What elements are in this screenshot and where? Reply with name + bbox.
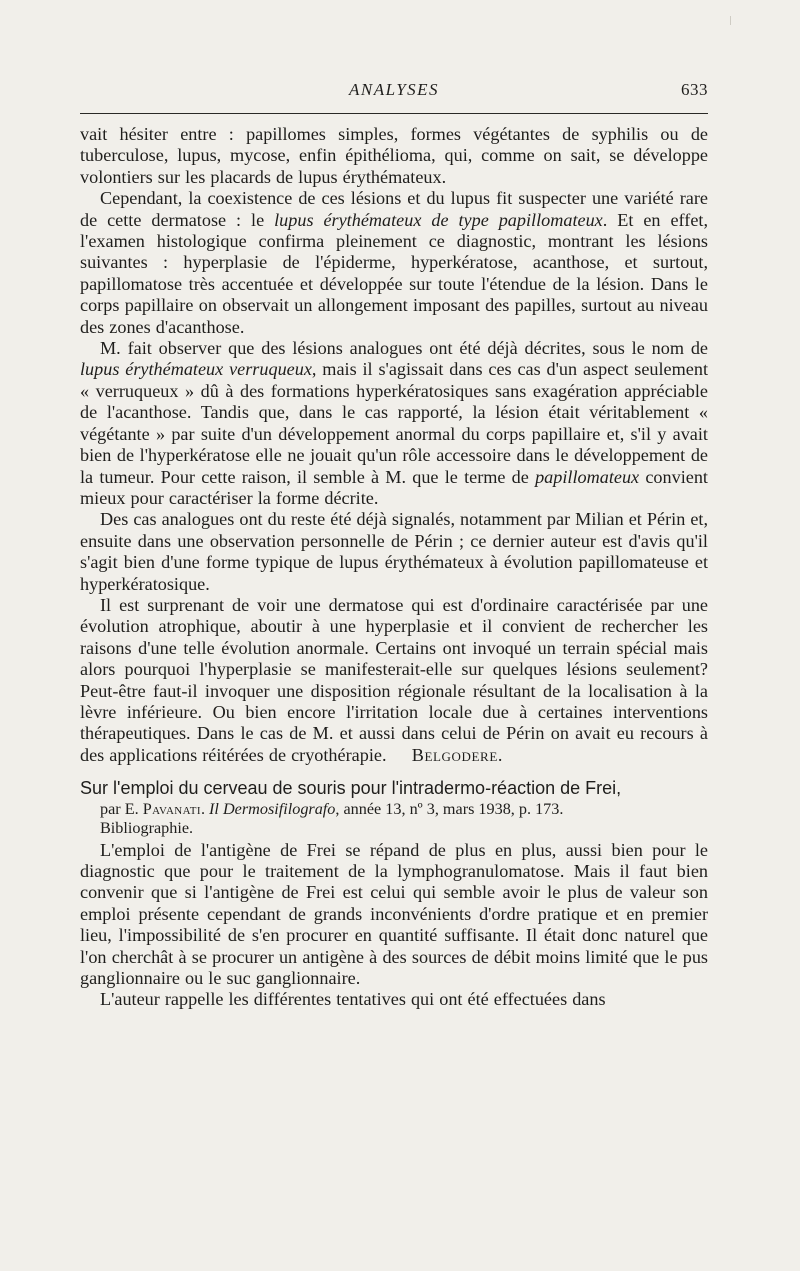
paragraph-3-part2: , mais il s'agissait dans ces cas d'un aspect seulement « verruqueux » dû à des formations hyperkératosiques sans exagération appréciable de l'acanthose. Tandis que, dans le cas rapporté, la lésion était véritablement « végétante » par suite d'un développement anormal du corps papillaire et, s'il y avait bien de l'hyperkératose elle ne jouait qu'un rôle accessoire dans le développement de la tumeur. Pour cette raison, il semble à M. que le terme de	[80, 359, 708, 487]
article-title-text: Sur l'emploi du cerveau de souris pour l'intradermo-réaction de Frei,	[80, 778, 622, 799]
paragraph-5	[80, 595, 708, 766]
paragraph-5-text: Il est surprenant de voir une dermatose qui est d'ordinaire caractérisée par une évolution atrophique, aboutir à une hyperplasie et il convient de rechercher les raisons d'une telle évolution anormale. Certains ont invoqué un terrain spécial mais alors pourquoi l'hyperplasie se manifesterait-elle sur quelques lésions seulement? Peut-être faut-il invoquer une disposition régionale résultant de la localisation à la lèvre inférieure. Ou bien encore l'irritation locale due à certaines interventions thérapeutiques. Dans le cas de M. et aussi dans celui de Périn on avait eu recours à des applications réitérées de cryothérapie.	[80, 594, 708, 765]
paragraph-3	[80, 338, 708, 509]
paragraph-3-italic2: papillomateux	[535, 466, 640, 487]
paragraph-2	[80, 188, 708, 338]
citation-details: , année 13, nº 3, mars 1938, p. 173.	[335, 799, 564, 818]
paragraph-3-italic1: lupus érythémateux verruqueux	[80, 359, 312, 380]
header-rule	[80, 113, 708, 114]
page-number: 633	[681, 80, 708, 99]
citation-mid: .	[200, 799, 210, 818]
paragraph-3-part1: M. fait observer que des lésions analogues ont été déjà décrites, sous le nom de	[100, 338, 708, 359]
paragraph-6-text: L'emploi de l'antigène de Frei se répand de plus en plus, aussi bien pour le diagnostic que pour le traitement de la lymphogranulomatose. Mais il faut bien convenir que si l'antigène de Frei est celui qui semble avoir le plus de valeur son emploi présente cependant de grands inconvénients d'ordre pratique et en premier lieu, l'impossibilité de s'en procurer en quantité suffisante. Il était donc naturel que l'on cherchât à se procurer un antigène à des sources de débit moins limité que le pus ganglionnaire ou le suc ganglionnaire.	[80, 839, 708, 989]
paragraph-3-part3: convient mieux pour caractériser la forme décrite.	[80, 466, 708, 508]
citation-bibliography: Bibliographie.	[100, 818, 194, 837]
paragraph-2-italic: lupus érythémateux de type papillomateux	[274, 209, 603, 230]
scan-mark	[730, 16, 731, 25]
paragraph-2-before: Cependant, la coexistence de ces lésions et du lupus fit suspecter une variété rare de cette dermatose : le	[80, 188, 708, 230]
body-text	[80, 124, 708, 1011]
citation-journal: Il Dermosifilografo	[209, 799, 336, 818]
paragraph-2-after: . Et en effet, l'examen histologique confirma pleinement ce diagnostic, montrant les lésions suivantes : hyperplasie de l'épiderme, hyperkératose, acanthose, et surtout, papillomatose très accentuée et développée sur toute l'étendue de la lésion. Dans le corps papillaire on observait un allongement imposant des papilles, surtout au niveau des zones d'acanthose.	[80, 209, 708, 337]
citation-author: Pavanati	[142, 799, 201, 818]
paragraph-6	[80, 840, 708, 990]
signature: Belgodere.	[411, 744, 504, 765]
page-header	[80, 80, 708, 106]
paragraph-1	[80, 124, 708, 188]
paragraph-4-text: Des cas analogues ont du reste été déjà signalés, notamment par Milian et Périn et, ensuite dans une observation personnelle de Périn ; ce dernier auteur est d'avis qu'il s'agit bien d'une forme typique de lupus érythémateux à évolution papillomateuse et hyperkératosique.	[80, 509, 709, 594]
paragraph-1-text: vait hésiter entre : papillomes simples, formes végétantes de syphilis ou de tuberculose, lupus, mycose, enfin épithélioma, qui, comme on sait, se développe volontiers sur les placards de lupus érythémateux.	[80, 124, 708, 187]
article-citation	[100, 800, 708, 838]
article-title	[80, 778, 708, 799]
paragraph-7	[80, 989, 708, 1010]
paragraph-4	[80, 509, 708, 595]
running-title: ANALYSES	[348, 80, 440, 99]
citation-by: par E.	[100, 799, 143, 818]
paragraph-7-text: L'auteur rappelle les différentes tentatives qui ont été effectuées dans	[100, 989, 606, 1010]
